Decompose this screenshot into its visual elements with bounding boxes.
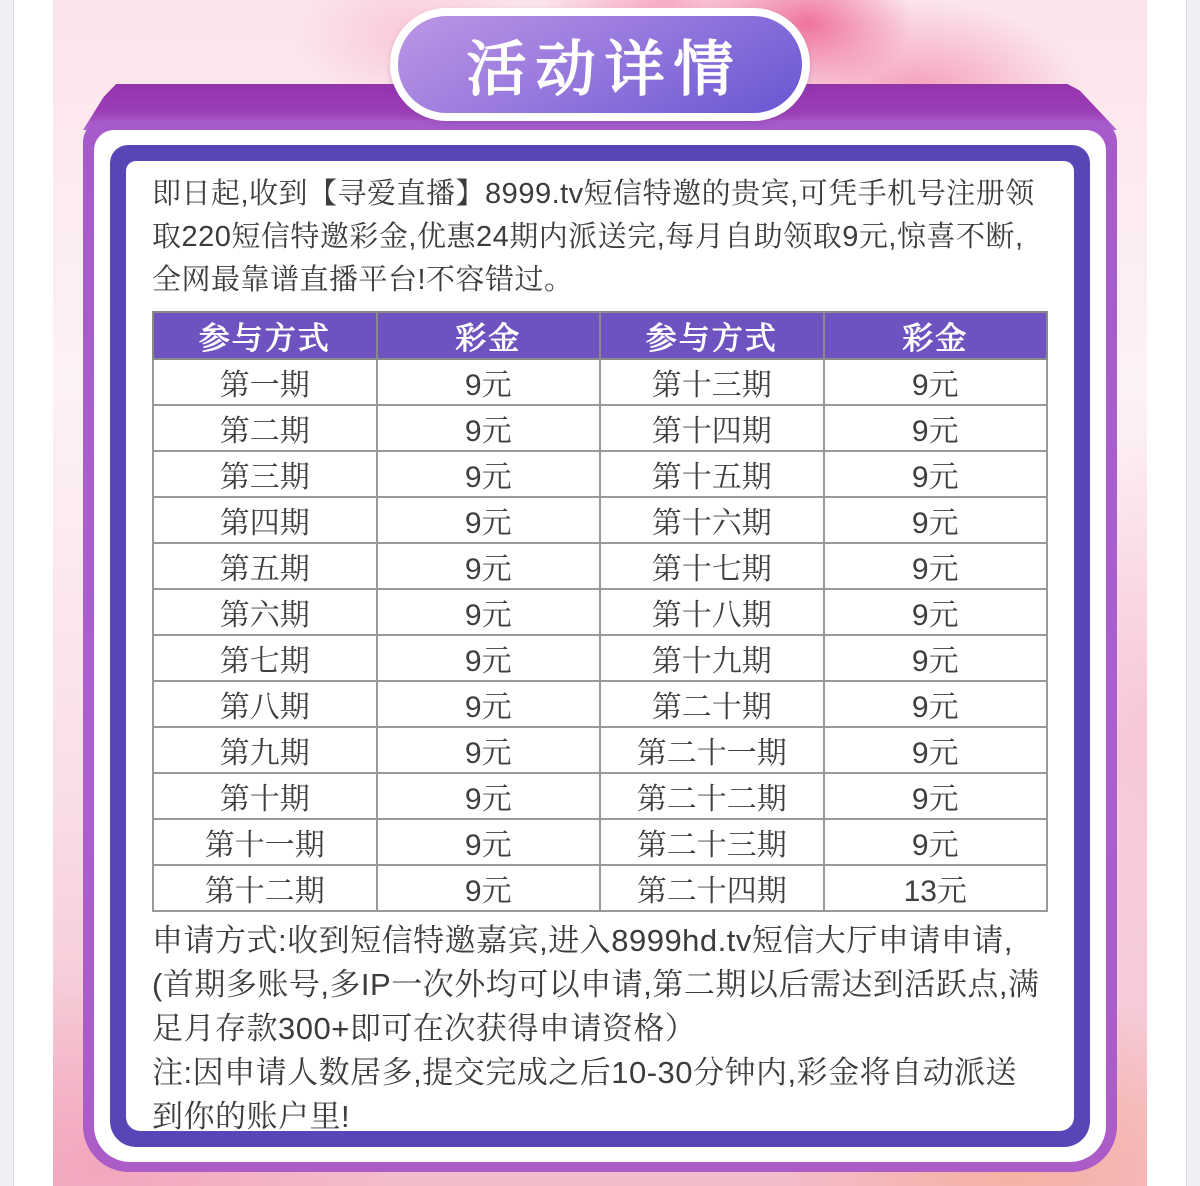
- table-cell: 第十三期: [600, 359, 824, 405]
- apply-method-text: 申请方式:收到短信特邀嘉宾,进入8999hd.tv短信大厅申请申请,(首期多账号,多IP一次外均可以申请,第二期以后需达到活跃点,满足月存款300+即可在次获得申请资格）: [152, 923, 1040, 1046]
- table-cell: 9元: [377, 405, 601, 451]
- card-inner-border: [110, 145, 1090, 1147]
- table-header-row: [153, 312, 1047, 359]
- table-cell: 9元: [824, 635, 1048, 681]
- table-cell: 9元: [824, 497, 1048, 543]
- table-cell: 第四期: [153, 497, 377, 543]
- header-pill: [390, 8, 810, 121]
- table-cell: 第十八期: [600, 589, 824, 635]
- table-cell: 第十五期: [600, 451, 824, 497]
- table-cell: 9元: [824, 405, 1048, 451]
- table-row: [153, 773, 1047, 819]
- table-row: [153, 497, 1047, 543]
- card-content: [126, 161, 1074, 1131]
- table-cell: 第三期: [153, 451, 377, 497]
- table-cell: 第九期: [153, 727, 377, 773]
- table-cell: 9元: [824, 359, 1048, 405]
- table-cell: 第一期: [153, 359, 377, 405]
- table-row: [153, 543, 1047, 589]
- table-cell: 第八期: [153, 681, 377, 727]
- table-cell: 9元: [824, 819, 1048, 865]
- table-row: [153, 681, 1047, 727]
- column-header: 彩金: [824, 312, 1048, 359]
- table-cell: 9元: [377, 865, 601, 911]
- table-cell: 9元: [824, 451, 1048, 497]
- table-cell: 第二十三期: [600, 819, 824, 865]
- column-header: 参与方式: [600, 312, 824, 359]
- table-cell: 第二十四期: [600, 865, 824, 911]
- table-cell: 9元: [377, 635, 601, 681]
- table-cell: 第十七期: [600, 543, 824, 589]
- table-row: [153, 405, 1047, 451]
- table-cell: 9元: [824, 727, 1048, 773]
- table-row: [153, 589, 1047, 635]
- promo-banner: [53, 0, 1147, 1186]
- table-body: [153, 359, 1047, 911]
- table-cell: 第二十期: [600, 681, 824, 727]
- table-row: [153, 727, 1047, 773]
- table-cell: 第十二期: [153, 865, 377, 911]
- column-header: 彩金: [377, 312, 601, 359]
- table-cell: 9元: [824, 589, 1048, 635]
- table-row: [153, 819, 1047, 865]
- activity-card: [83, 120, 1117, 1172]
- table-cell: 第六期: [153, 589, 377, 635]
- table-cell: 9元: [377, 543, 601, 589]
- table-cell: 9元: [377, 681, 601, 727]
- page-title: 活动详情: [466, 35, 743, 103]
- table-cell: 9元: [377, 497, 601, 543]
- table-cell: 第二期: [153, 405, 377, 451]
- table-cell: 第二十二期: [600, 773, 824, 819]
- card-white-ring: [94, 130, 1106, 1162]
- table-cell: 第五期: [153, 543, 377, 589]
- table-cell: 9元: [377, 773, 601, 819]
- table-cell: 9元: [824, 681, 1048, 727]
- table-cell: 第十九期: [600, 635, 824, 681]
- table-cell: 第十一期: [153, 819, 377, 865]
- column-header: 参与方式: [153, 312, 377, 359]
- table-row: [153, 451, 1047, 497]
- table-cell: 9元: [377, 819, 601, 865]
- note-text: 注:因申请人数居多,提交完成之后10-30分钟内,彩金将自动派送到你的账户里!: [152, 1055, 1018, 1131]
- intro-text: 即日起,收到【寻爱直播】8999.tv短信特邀的贵宾,可凭手机号注册领取220短信特邀彩金,优惠24期内派送完,每月自助领取9元,惊喜不断,全网最靠谱直播平台!不容错过。: [152, 178, 1035, 296]
- table-cell: 9元: [377, 727, 601, 773]
- table-cell: 13元: [824, 865, 1048, 911]
- table-row: [153, 865, 1047, 911]
- table-cell: 第十四期: [600, 405, 824, 451]
- table-cell: 9元: [377, 451, 601, 497]
- table-row: [153, 359, 1047, 405]
- table-cell: 第十期: [153, 773, 377, 819]
- table-cell: 9元: [377, 589, 601, 635]
- table-cell: 第二十一期: [600, 727, 824, 773]
- table-cell: 9元: [824, 773, 1048, 819]
- bonus-table: [152, 311, 1048, 912]
- table-cell: 9元: [377, 359, 601, 405]
- table-cell: 第十六期: [600, 497, 824, 543]
- table-row: [153, 635, 1047, 681]
- table-cell: 第七期: [153, 635, 377, 681]
- table-cell: 9元: [824, 543, 1048, 589]
